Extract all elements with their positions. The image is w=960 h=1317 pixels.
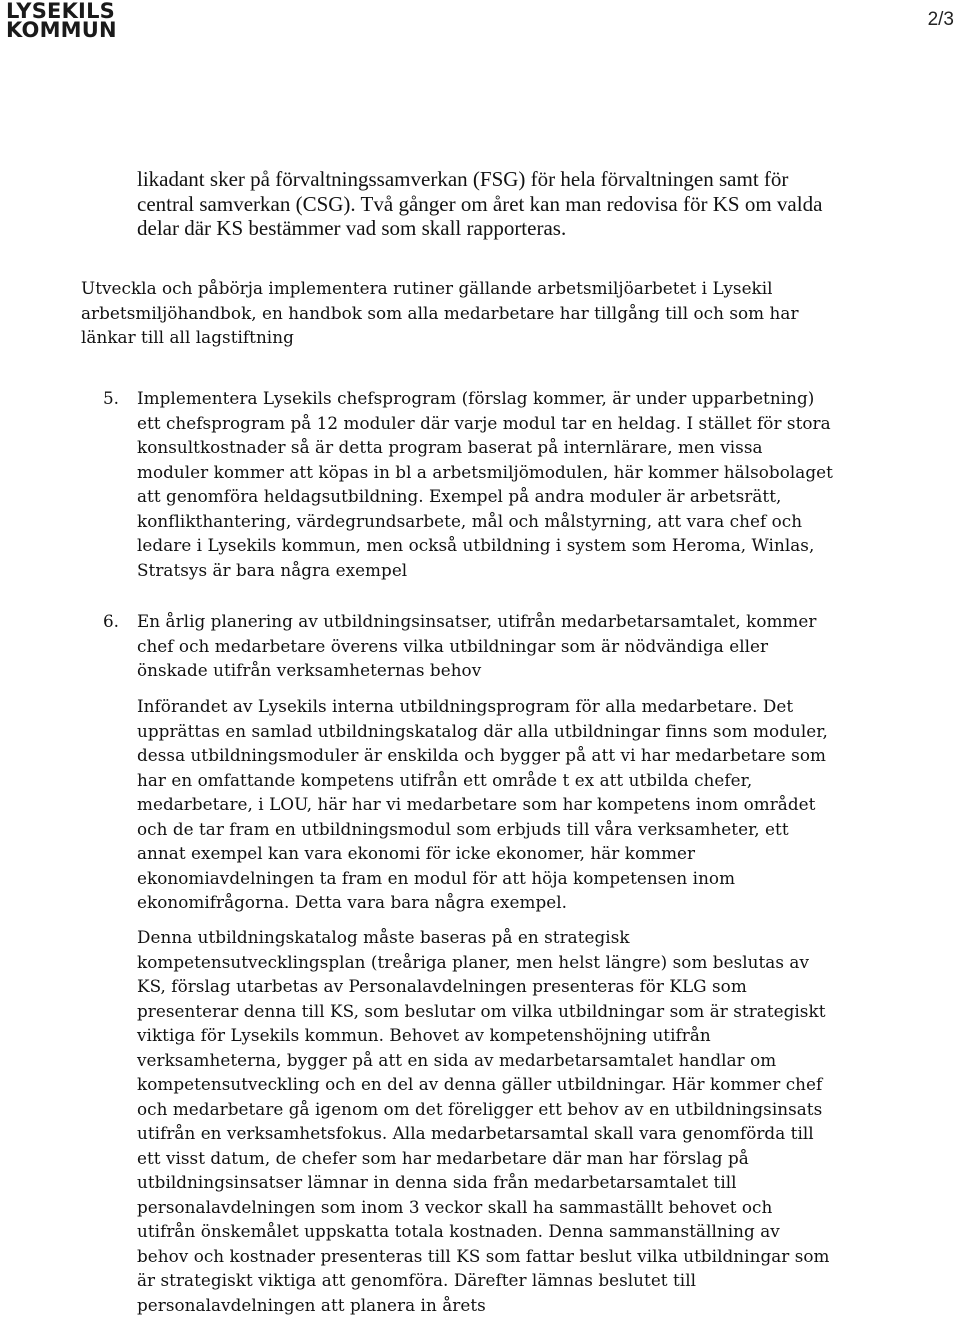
list-item-number-5: 5.: [103, 388, 120, 408]
paragraph-denna-utbildningskatalog: Denna utbildningskatalog måste baseras på en strategisk kompetensutvecklingsplan (treåriga planer, men helst längre) som beslutas av KS, förslag utarbetas av Personalavdelningen presenteras för KLG som presenterar denna till KS, som beslutar om vilka utbildningar som är strategiskt viktiga för Lysekils kommun. Behovet av kompetenshöjning utifrån verksamheterna, bygger på att en sida av medarbetarsamtalet handlar om kompetensutveckling och en del av denna gäller utbildningar. Här kommer chef och medarbetare gå igenom om det föreligger ett behov av en utbildningsinsats utifrån en verksamhetsfokus. Alla medarbetarsamtal skall vara genomförda till ett visst datum, de chefer som har medarbetare där man har förslag på utbildningsinsatser lämnar in denna sida från medarbetarsamtalet till personalavdelningen som inom 3 veckor skall ha sammaställt behovet och utifrån önskemålet uppskatta totala kostnaden. Denna sammanställning av behov och kostnader presenteras till KS som fattar beslut vilka utbildningar som är strategiskt viktiga att genomföra. Därefter lämnas beslutet till personalavdelningen att planera in årets: [137, 927, 830, 1315]
list-item-5-text: Implementera Lysekils chefsprogram (förslag kommer, är under upparbetning) ett chefsprogram på 12 moduler där varje modul tar en heldag. I stället för stora konsultkostnader så är detta program baserat på internlärare, men vissa moduler kommer att köpas in bl a arbetsmiljömodulen, här kommer hälsobolaget att genomföra heldagsutbildning. Exempel på andra moduler är arbetsrätt, konflikthantering, värdegrundsarbete, mål och målstyrning, att vara chef och ledare i Lysekils kommun, men också utbildning i system som Heroma, Winlas, Stratsys är bara några exempel: [137, 388, 833, 580]
paragraph-intro: likadant sker på förvaltningssamverkan (FSG) för hela förvaltningen samt för central samverkan (CSG). Två gånger om året kan man redovisa för KS om valda delar där KS bestämmer vad som skall rapporteras.: [137, 167, 823, 240]
list-item-number-6: 6.: [103, 611, 120, 631]
logo-line-2: KOMMUN: [6, 18, 117, 42]
paragraph-utveckla: Utveckla och påbörja implementera rutiner gällande arbetsmiljöarbetet i Lysekil arbetsmiljöhandbok, en handbok som alla medarbetare har tillgång till och som har länkar till all lagstiftning: [81, 278, 799, 347]
list-item-6-text: En årlig planering av utbildningsinsatser, utifrån medarbetarsamtalet, kommer chef och medarbetare överens vilka utbildningar som är nödvändiga eller önskade utifrån verksamheternas behov: [137, 611, 817, 680]
page-number: 2/3: [927, 9, 954, 30]
paragraph-inforandet: Införandet av Lysekils interna utbildningsprogram för alla medarbetare. Det upprättas en samlad utbildningskatalog där alla utbildningar finns som moduler, dessa utbildningsmoduler är enskilda och bygger på att vi har medarbetare som har en omfattande kompetens utifrån ett område t ex att utbilda chefer, medarbetare, i LOU, här har vi medarbetare som har kompetens inom området och de tar fram en utbildningsmodul som erbjuds till våra verksamheter, ett annat exempel kan vara ekonomi för icke ekonomer, här kommer ekonomiavdelningen ta fram en modul för att höja kompetensen inom ekonomifrågorna. Detta vara bara några exempel.: [137, 696, 828, 912]
logo-line-1: LYSEKILS: [6, 0, 115, 23]
municipality-logo: [6, 2, 117, 40]
